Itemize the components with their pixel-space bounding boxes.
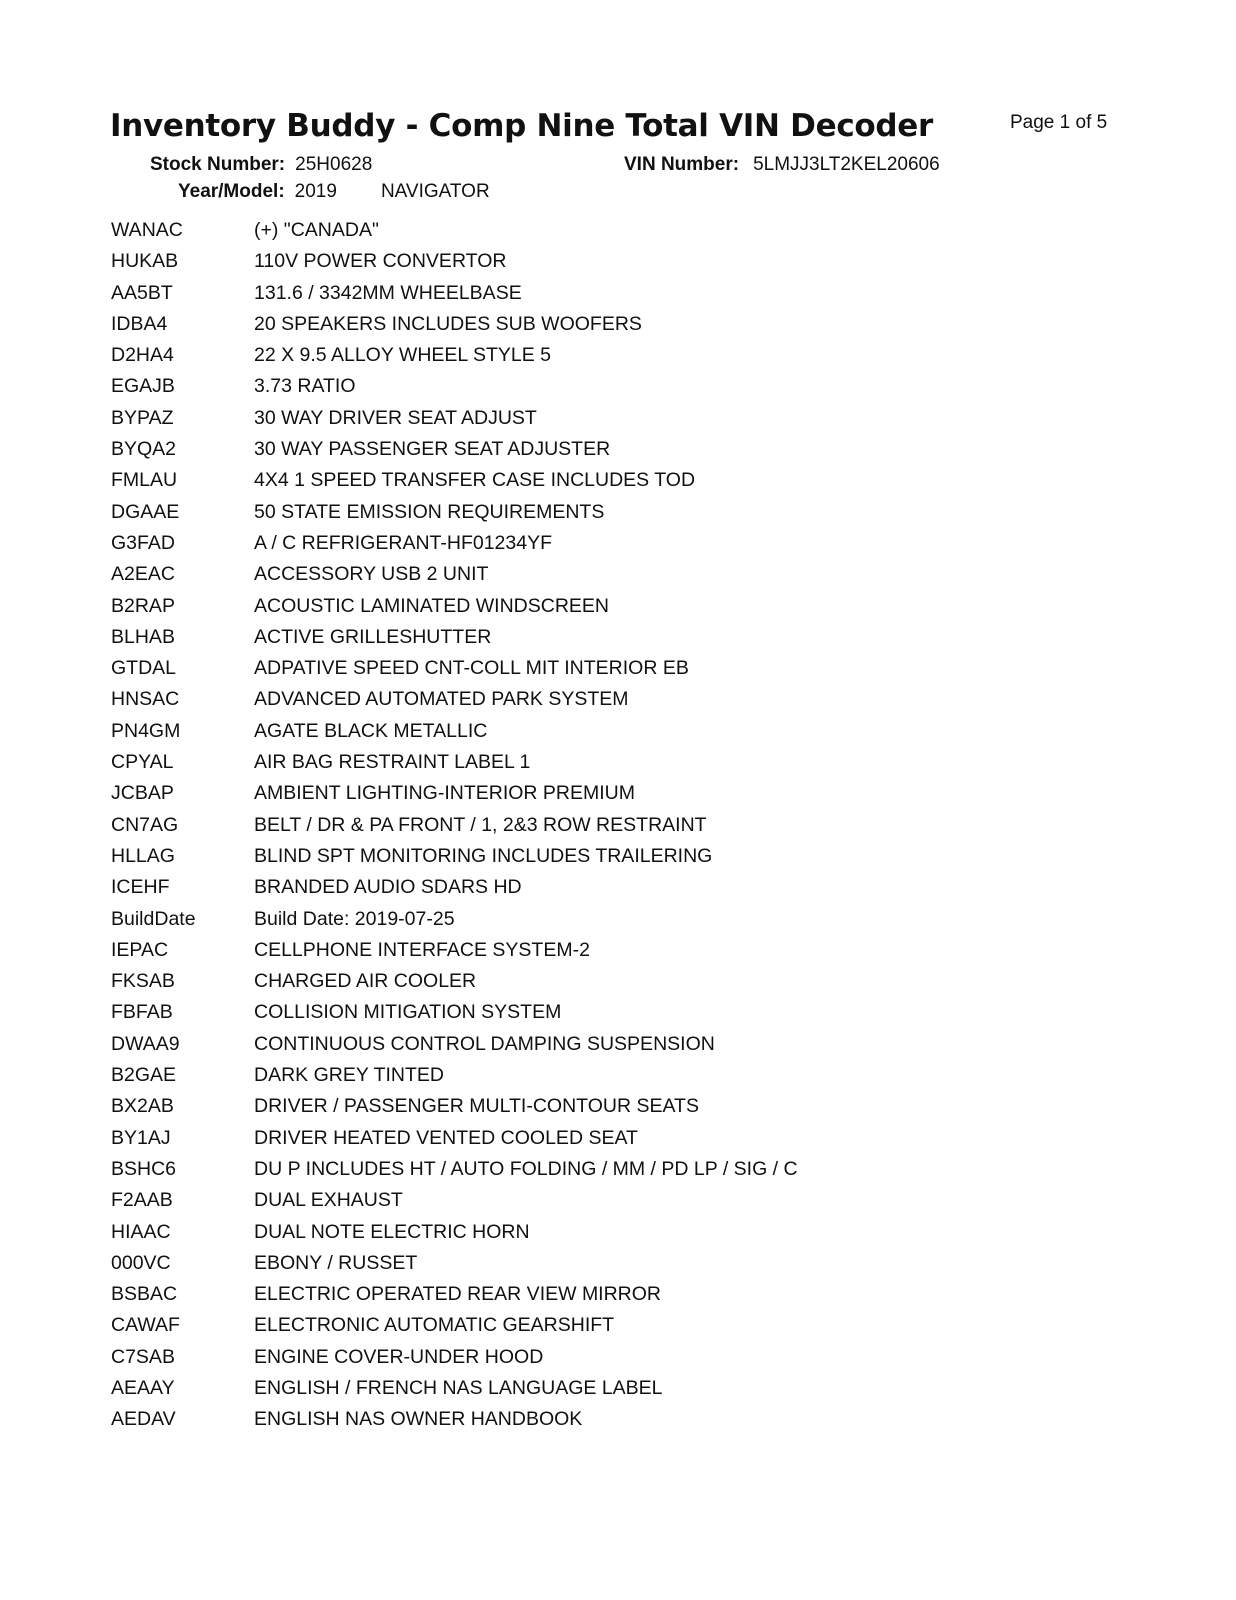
option-row [111, 750, 798, 781]
option-code: CAWAF [111, 1314, 180, 1337]
option-description: ACTIVE GRILLESHUTTER [254, 625, 492, 648]
option-description: AGATE BLACK METALLIC [254, 719, 488, 742]
option-description: 4X4 1 SPEED TRANSFER CASE INCLUDES TOD [254, 469, 696, 492]
option-code: BYPAZ [111, 406, 174, 429]
option-code: G3FAD [111, 531, 175, 554]
option-description: DUAL NOTE ELECTRIC HORN [254, 1220, 530, 1243]
option-code: C7SAB [111, 1345, 175, 1368]
option-description: ACOUSTIC LAMINATED WINDSCREEN [254, 594, 609, 617]
vin-number-row [624, 154, 940, 176]
option-description: (+) "CANADA" [254, 219, 379, 241]
option-code: FBFAB [111, 1001, 173, 1024]
option-row [111, 343, 798, 374]
option-row [111, 249, 798, 280]
option-description: ENGINE COVER-UNDER HOOD [254, 1345, 544, 1368]
page-title: Inventory Buddy - Comp Nine Total VIN Decoder [110, 108, 934, 144]
model-value: NAVIGATOR [380, 181, 490, 202]
option-code: DWAA9 [111, 1032, 180, 1055]
option-row [111, 1345, 798, 1376]
option-description: BELT / DR & PA FRONT / 1, 2&3 ROW RESTRAINT [254, 813, 707, 836]
option-description: CHARGED AIR COOLER [254, 970, 477, 993]
option-row [111, 938, 798, 969]
option-description: ENGLISH NAS OWNER HANDBOOK [254, 1408, 583, 1431]
option-code: AEDAV [111, 1408, 176, 1431]
option-description: 22 X 9.5 ALLOY WHEEL STYLE 5 [254, 344, 551, 367]
option-description: CELLPHONE INTERFACE SYSTEM-2 [254, 938, 590, 961]
option-code: BX2AB [111, 1095, 174, 1118]
option-description: DUAL EXHAUST [254, 1189, 403, 1212]
option-code: EGAJB [111, 375, 175, 398]
option-code: GTDAL [111, 657, 177, 680]
vin-number-value: 5LMJJ3LT2KEL20606 [753, 154, 940, 175]
option-row [111, 312, 798, 343]
option-row [111, 1032, 798, 1063]
option-code: BSBAC [111, 1283, 178, 1306]
option-code: HIAAC [111, 1220, 171, 1243]
option-row [111, 813, 798, 844]
option-code: FKSAB [111, 970, 175, 993]
option-code: CN7AG [111, 813, 179, 836]
option-code: HLLAG [111, 844, 175, 867]
option-row [111, 218, 798, 249]
option-code: BY1AJ [111, 1126, 171, 1149]
option-row [111, 1000, 798, 1031]
option-row [111, 1220, 798, 1251]
option-code: ICEHF [111, 876, 170, 899]
option-row [111, 281, 798, 312]
option-code: 000VC [111, 1251, 171, 1274]
stock-number-row [150, 154, 372, 176]
option-code: BuildDate [111, 907, 196, 930]
option-row [111, 687, 798, 718]
option-description: ADPATIVE SPEED CNT-COLL MIT INTERIOR EB [254, 657, 689, 680]
option-code: BLHAB [111, 625, 175, 648]
option-row [111, 719, 798, 750]
option-row [111, 562, 798, 593]
page-number: Page 1 of 5 [1010, 112, 1108, 133]
option-row [111, 1157, 798, 1188]
option-description: ELECTRONIC AUTOMATIC GEARSHIFT [254, 1314, 615, 1337]
stock-number-value: 25H0628 [295, 154, 373, 175]
option-row [111, 1282, 798, 1313]
option-code: D2HA4 [111, 344, 174, 367]
option-description: AMBIENT LIGHTING-INTERIOR PREMIUM [254, 782, 635, 805]
option-description: ELECTRIC OPERATED REAR VIEW MIRROR [254, 1283, 662, 1306]
option-row [111, 1313, 798, 1344]
option-code: CPYAL [111, 751, 174, 774]
option-description: 20 SPEAKERS INCLUDES SUB WOOFERS [254, 312, 642, 335]
option-row [111, 1407, 798, 1438]
option-description: DRIVER HEATED VENTED COOLED SEAT [254, 1126, 638, 1149]
option-code: FMLAU [111, 469, 178, 492]
year-value: 2019 [294, 181, 337, 202]
option-row [111, 1126, 798, 1157]
option-code: BSHC6 [111, 1157, 177, 1180]
option-description: 30 WAY PASSENGER SEAT ADJUSTER [254, 438, 611, 461]
option-description: Build Date: 2019-07-25 [254, 907, 455, 930]
option-code: HNSAC [111, 688, 180, 711]
option-row [111, 406, 798, 437]
option-row [111, 907, 798, 938]
option-description: ENGLISH / FRENCH NAS LANGUAGE LABEL [254, 1376, 663, 1399]
option-code: JCBAP [111, 782, 174, 805]
option-row [111, 531, 798, 562]
option-description: 3.73 RATIO [254, 375, 356, 398]
option-row [111, 374, 798, 405]
option-description: A / C REFRIGERANT-HF01234YF [254, 531, 552, 554]
option-description: 30 WAY DRIVER SEAT ADJUST [254, 406, 537, 429]
option-description: AIR BAG RESTRAINT LABEL 1 [254, 751, 531, 774]
option-description: ACCESSORY USB 2 UNIT [254, 563, 489, 586]
option-code: IEPAC [111, 938, 169, 961]
option-row [111, 1376, 798, 1407]
option-row [111, 1251, 798, 1282]
option-description: CONTINUOUS CONTROL DAMPING SUSPENSION [254, 1032, 715, 1055]
option-row [111, 500, 798, 531]
option-description: DRIVER / PASSENGER MULTI-CONTOUR SEATS [254, 1095, 699, 1118]
option-code: IDBA4 [111, 312, 168, 335]
option-description: BRANDED AUDIO SDARS HD [254, 876, 522, 899]
option-row [111, 1188, 798, 1219]
vin-number-label: VIN Number: [624, 154, 740, 175]
option-row [111, 437, 798, 468]
option-description: 50 STATE EMISSION REQUIREMENTS [254, 500, 605, 523]
option-description: EBONY / RUSSET [254, 1251, 418, 1274]
year-model-label: Year/Model: [178, 181, 285, 202]
stock-number-label: Stock Number: [150, 154, 286, 175]
option-description: DARK GREY TINTED [254, 1064, 444, 1087]
option-description: BLIND SPT MONITORING INCLUDES TRAILERING [254, 844, 713, 867]
option-row [111, 969, 798, 1000]
option-row [111, 656, 798, 687]
option-row [111, 875, 798, 906]
option-row [111, 1063, 798, 1094]
option-code: A2EAC [111, 563, 175, 586]
option-code: WANAC [111, 219, 183, 241]
option-row [111, 781, 798, 812]
option-description: ADVANCED AUTOMATED PARK SYSTEM [254, 688, 629, 711]
option-code: B2GAE [111, 1064, 177, 1087]
option-code: DGAAE [111, 500, 180, 523]
option-description: COLLISION MITIGATION SYSTEM [254, 1001, 562, 1024]
option-description: DU P INCLUDES HT / AUTO FOLDING / MM / PD LP / SIG / C [254, 1157, 798, 1180]
year-model-row [178, 181, 490, 203]
option-code: HUKAB [111, 250, 179, 273]
option-row [111, 1094, 798, 1125]
option-row [111, 625, 798, 656]
option-code: PN4GM [111, 719, 181, 742]
option-code: BYQA2 [111, 438, 177, 461]
option-code: AA5BT [111, 281, 173, 304]
option-description: 131.6 / 3342MM WHEELBASE [254, 281, 522, 304]
option-row [111, 594, 798, 625]
option-row [111, 468, 798, 499]
option-description: 110V POWER CONVERTOR [254, 250, 507, 273]
option-row [111, 844, 798, 875]
option-code: F2AAB [111, 1189, 173, 1212]
option-code: B2RAP [111, 594, 175, 617]
option-code: AEAAY [111, 1376, 175, 1399]
option-code-list [111, 218, 798, 1439]
